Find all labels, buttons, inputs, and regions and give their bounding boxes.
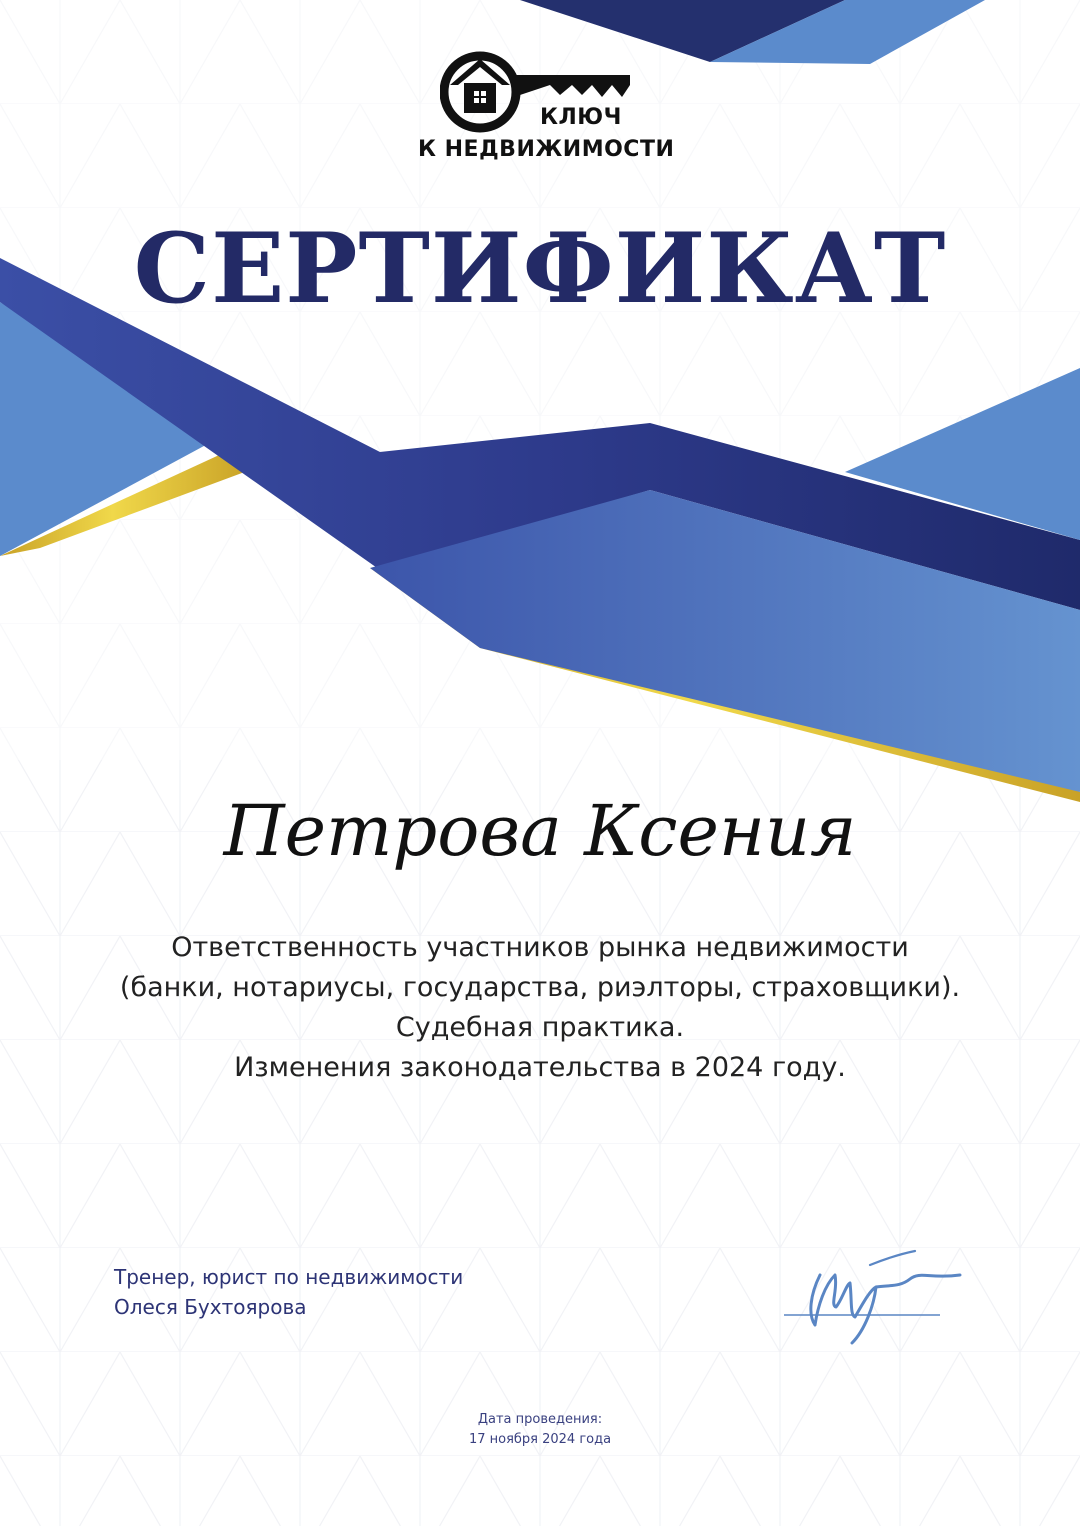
trainer-name: Олеся Бухтоярова (114, 1295, 307, 1319)
company-logo (410, 45, 690, 170)
logo-text-line1: КЛЮЧ (540, 105, 622, 130)
trainer-role: Тренер, юрист по недвижимости (114, 1265, 464, 1289)
description-line: (банки, нотариусы, государства, риэлторы, страховщики). (119, 972, 961, 1003)
trainer-info (114, 1262, 463, 1322)
description-line: Изменения законодательства в 2024 году. (234, 1052, 846, 1083)
date-value: 17 ноября 2024 года (468, 1432, 612, 1447)
course-description (60, 928, 1020, 1088)
date-label: Дата проведения: (477, 1412, 603, 1427)
recipient-name: Петрова Ксения (223, 790, 857, 872)
signature (780, 1245, 970, 1355)
description-line: Судебная практика. (395, 1012, 685, 1043)
logo-text-line2: К НЕДВИЖИМОСТИ (418, 137, 675, 162)
event-date (0, 1410, 1080, 1450)
description-line: Ответственность участников рынка недвижимости (171, 932, 909, 963)
certificate-title: СЕРТИФИКАТ (133, 212, 947, 325)
